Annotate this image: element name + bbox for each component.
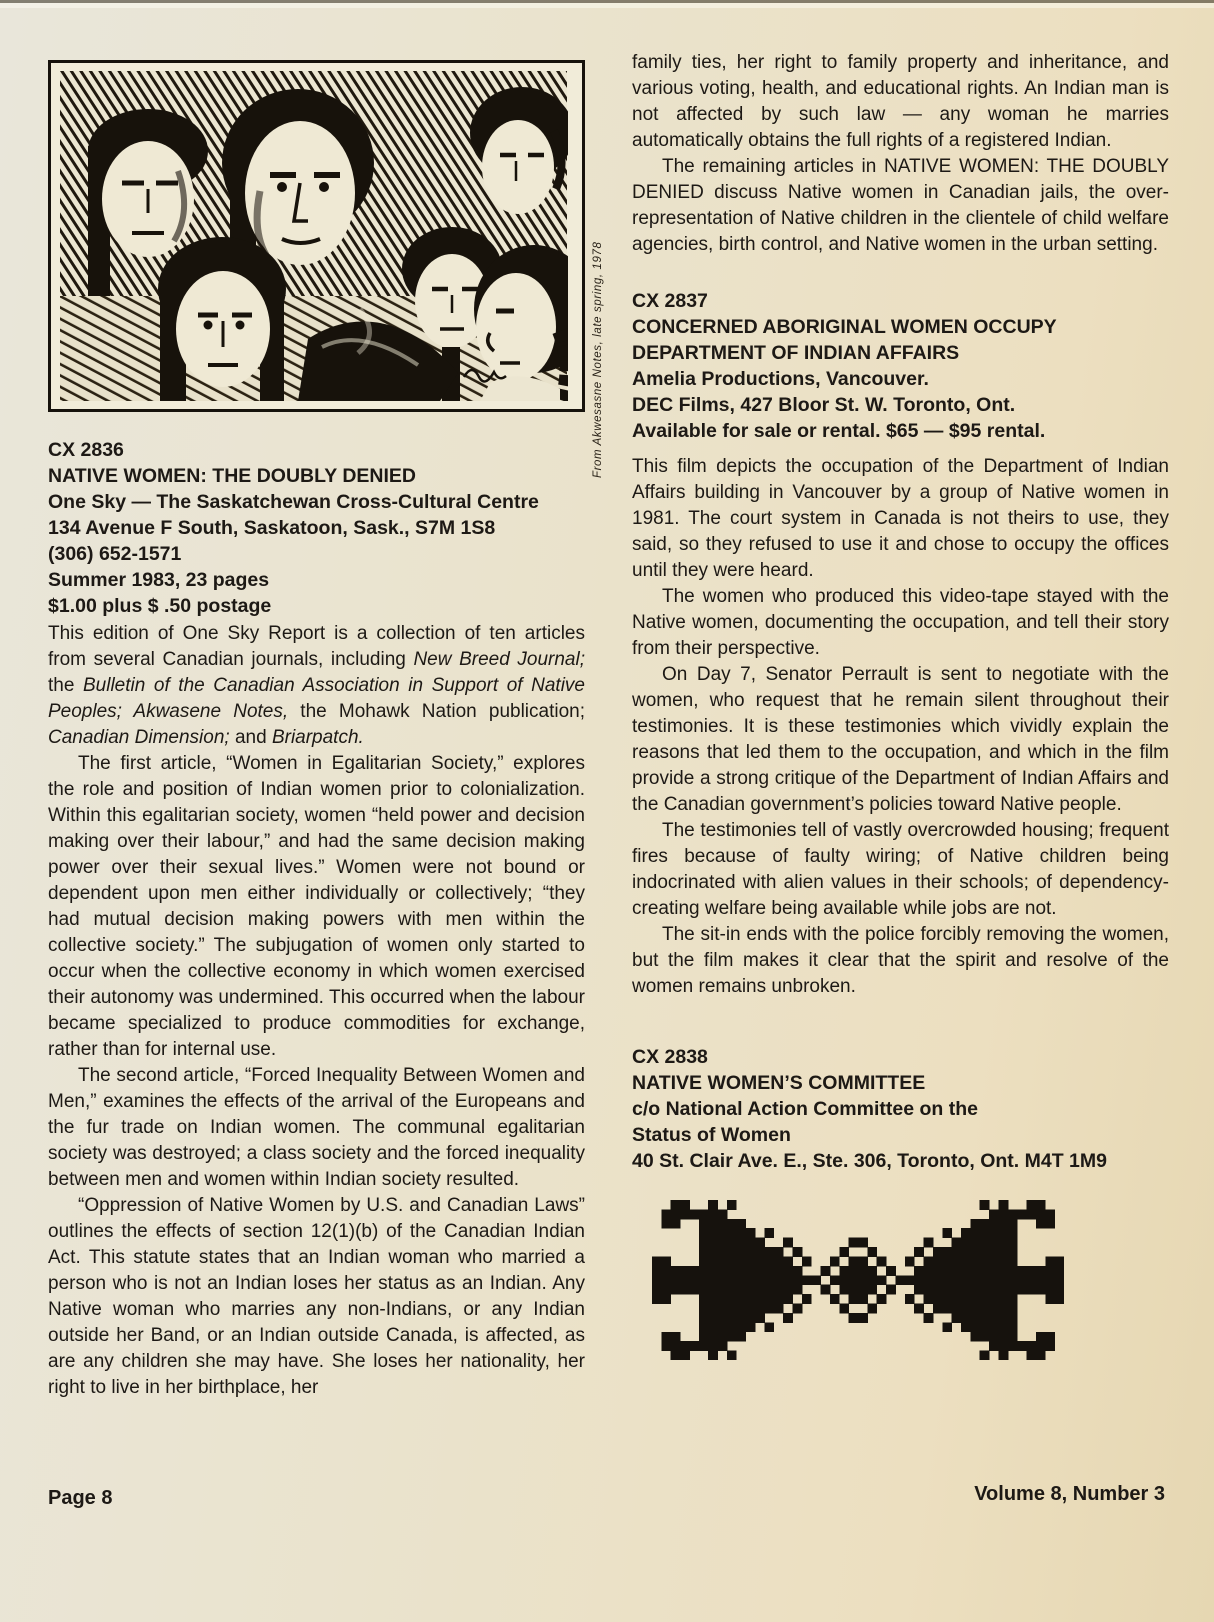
paragraph: The remaining articles in NATIVE WOMEN: THE DOUBLY DENIED discuss Native women in Canadian jails, the over-representation of Native children in the clientele of child welfare agencies, birth control, and Native women in the urban setting. [632, 156, 1169, 255]
paragraph: The second article, “Forced Inequality Between Women and Men,” examines the effects of the arrival of the Europeans and the fur trade on Indian women. The communal egalitarian society was destroyed; a class society and the forced inequality between men and women within Indian society resulted. [48, 1065, 585, 1190]
face-lower-left [158, 237, 286, 401]
listing-code: CX 2838 [632, 1046, 708, 1068]
paragraph: The sit-in ends with the police forcibly removing the women, but the film makes it clear that the spirit and resolve of the women remains unbroken. [632, 924, 1169, 997]
paragraph: The women who produced this video-tape stayed with the Native women, documenting the occupation, and tell their story from their perspective. [632, 586, 1169, 659]
listing-title: NATIVE WOMEN’S COMMITTEE [632, 1072, 926, 1094]
scan-top-highlight [0, 3, 1214, 8]
listing-price: Available for sale or rental. $65 — $95 rental. [632, 420, 1046, 442]
listing-co-line: c/o National Action Committee on the [632, 1098, 978, 1120]
volume-info: Volume 8, Number 3 [974, 1483, 1165, 1505]
paragraph-continuation: family ties, her right to family property and inheritance, and various voting, health, and educational rights. An Indian man is not affected by such law — any woman he marries automatically obtains the full rights of a registered Indian. [632, 52, 1169, 151]
listing-title: CONCERNED ABORIGINAL WOMEN OCCUPY [632, 316, 1057, 338]
listing-2836-body [48, 621, 585, 1401]
text-run: This edition of One Sky Report is a collection of ten articles from several Canadian journals, including [48, 623, 585, 670]
listing-distributor: DEC Films, 427 Bloor St. W. Toronto, Ont. [632, 394, 1016, 416]
journal-name: New Breed Journal; [413, 649, 585, 670]
listing-address: 40 St. Clair Ave. E., Ste. 306, Toronto, Ont. M4T 1M9 [632, 1150, 1107, 1172]
native-women-illustration [59, 71, 568, 401]
listing-publisher: One Sky — The Saskatchewan Cross-Cultural Centre [48, 491, 539, 513]
right-column [632, 50, 1169, 1360]
listing-org-line: Status of Women [632, 1124, 791, 1146]
page-number: Page 8 [48, 1487, 113, 1509]
illustration-frame [48, 60, 585, 412]
listing-title: DEPARTMENT OF INDIAN AFFAIRS [632, 342, 960, 364]
listing-title: NATIVE WOMEN: THE DOUBLY DENIED [48, 465, 416, 487]
journal-name: Bulletin of the Canadian Association in Support of Native Peoples; Akwasene Notes, [48, 675, 586, 722]
journal-name: Briarpatch. [271, 727, 364, 748]
paragraph: The first article, “Women in Egalitarian Society,” explores the role and position of Indian women prior to colonialization. Within this egalitarian society, women “held power and decision making over their labour,” and had the same decision making power over their sexual lives.” Women were not bound or dependent upon men either individually or collectively; “they had mutual decision making powers with men within the collective society.” The subjugation of women only started to occur when the collective economy in which women exercised their autonomy was undermined. This occurred when the labour became specialized to produce commodities for exchange, rather than for internal use. [48, 753, 585, 1060]
text-run: and [229, 727, 272, 748]
listing-code: CX 2836 [48, 439, 124, 461]
listing-code: CX 2837 [632, 290, 708, 312]
beadwork-pattern-image [652, 1200, 1064, 1360]
listing-2838-header [632, 1044, 1169, 1174]
listing-producer: Amelia Productions, Vancouver. [632, 368, 929, 390]
text-run: the [48, 675, 83, 696]
paragraph: The testimonies tell of vastly overcrowded housing; frequent fires because of faulty wiring; of Native children being indocrinated with alien values in their schools; of dependency-creating welfare being available while jobs are not. [632, 820, 1169, 919]
paragraph: This film depicts the occupation of the Department of Indian Affairs building in Vancouver by a group of Native women in 1981. The court system in Canada is not theirs to use, they said, so they refused to use it and chose to occupy the offices until they were heard. [632, 456, 1169, 581]
listing-date-pages: Summer 1983, 23 pages [48, 569, 270, 591]
listing-price: $1.00 plus $ .50 postage [48, 595, 272, 617]
listing-2836-header [48, 437, 585, 619]
paragraph: “Oppression of Native Women by U.S. and Canadian Laws” outlines the effects of section 12(1)(b) of the Canadian Indian Act. This statute states that an Indian woman who married a person who is not an Indian loses her status as an Indian. Any Native woman who marries any non-Indians, or any Indian outside her Band, or an Indian outside Canada, is affected, as are any children she may have. She loses her nationality, her right to live in her birthplace, her [48, 1195, 585, 1398]
paragraph [48, 621, 585, 751]
text-run: the Mohawk Nation publication; [288, 701, 585, 722]
illustration-credit: From Akwesasne Notes, late spring, 1978 [592, 241, 604, 478]
left-column [48, 60, 604, 1401]
paragraph: On Day 7, Senator Perrault is sent to negotiate with the women, who request that he remain silent throughout their testimonies. It is these testimonies which vividly explain the reasons that led them to the occupation, and which in the film provide a strong critique of the Department of Indian Affairs and the Canadian government’s policies toward Native people. [632, 664, 1169, 815]
listing-phone: (306) 652-1571 [48, 543, 182, 565]
listing-2837-body [632, 454, 1169, 1000]
listing-address: 134 Avenue F South, Saskatoon, Sask., S7M 1S8 [48, 517, 496, 539]
listing-2837-header [632, 288, 1169, 444]
journal-name: Canadian Dimension; [48, 727, 230, 748]
